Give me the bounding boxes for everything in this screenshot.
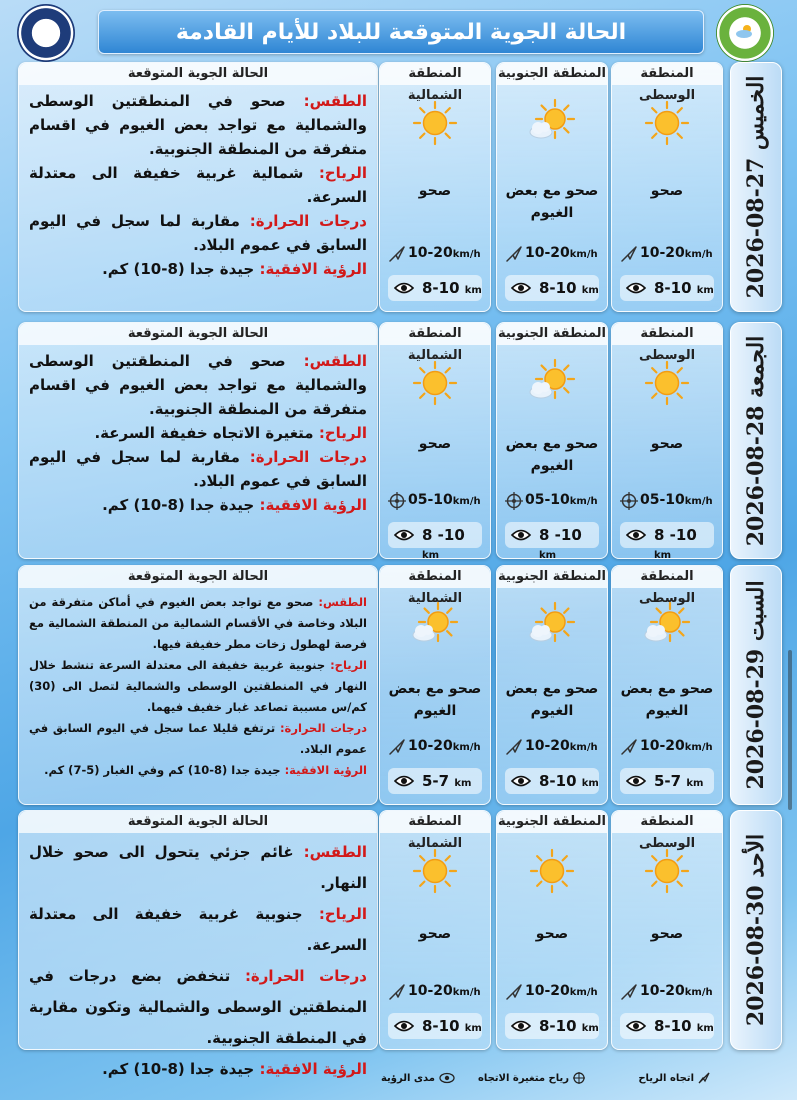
eye-icon (626, 1018, 646, 1034)
wind-speed (380, 488, 490, 514)
description-text: مقاربة لما سجل في اليوم السابق في عموم البلاد. (29, 212, 367, 254)
eye-icon (511, 280, 531, 296)
sun-icon (410, 846, 460, 896)
visibility-value (654, 772, 703, 790)
wind-value (640, 983, 713, 999)
description-text: جنوبية غربية خفيفة الى معتدلة السرعة تنشط خلال النهار في المنطقتين الوسطى والشمالية لتصل الى (30) كم/س مسببة تصاعد غبار خفيف فيهما. (29, 658, 367, 714)
sun-cloud-icon (527, 358, 577, 408)
legend-variable-wind (478, 1072, 585, 1084)
date-bar (730, 322, 782, 559)
region-card (496, 322, 608, 559)
forecast-day (18, 62, 722, 310)
wind-range: 10-20 (525, 983, 570, 999)
visibility-range: 5-7 (422, 772, 450, 790)
description-label: درجات الحرارة: (249, 448, 367, 466)
description-text: صحو في المنطقتين الوسطى والشمالية مع تواجد بعض الغيوم في اقسام متفرقة من المنطقة الجنوبية. (29, 92, 367, 158)
visibility-value (422, 772, 471, 790)
sun-icon (410, 358, 460, 408)
description-text: غائم جزئي يتحول الى صحو خلال النهار. (29, 843, 367, 892)
eye-icon (626, 527, 646, 543)
weather-condition: صحو (650, 436, 684, 453)
description-header: الحالة الجوية المتوقعة (19, 63, 377, 85)
region-card (611, 565, 723, 805)
visibility-unit: km (581, 285, 599, 296)
visibility-value (422, 526, 482, 562)
visibility-unit: km (464, 285, 482, 296)
compass-icon (620, 492, 638, 510)
wind-speed (497, 979, 607, 1005)
wind-range: 05-10 (408, 492, 453, 508)
description-label: درجات الحرارة: (279, 721, 368, 735)
date-label: السبت 29-08-2026 (743, 580, 769, 790)
date-bar (730, 810, 782, 1050)
description-text: جيدة جدا (8-10) كم. (102, 260, 260, 278)
weather-condition: صحو مع بعض الغيوم (505, 680, 599, 719)
visibility-unit: km (686, 778, 704, 789)
wind-unit: km/h (452, 987, 481, 998)
description-label: الرؤية الافقية: (284, 763, 367, 777)
sun-cloud-icon (527, 601, 577, 651)
wind-speed (497, 488, 607, 514)
sun-icon (642, 358, 692, 408)
visibility-value (654, 279, 714, 297)
description-text: صحو مع تواجد بعض الغيوم في أماكن متفرقة من البلاد وخاصة في الأقسام الشمالية من المنطقة الشمالية مع فرصة لهطول زخات مطر خفيفة فيها. (29, 595, 367, 651)
wind-unit: km/h (452, 249, 481, 260)
wind-unit: km/h (684, 742, 713, 753)
forecast-description (18, 810, 378, 1078)
wind-arrow-icon (620, 738, 638, 756)
description-line (29, 961, 367, 1054)
visibility-unit: km (581, 778, 599, 789)
wind-speed (380, 979, 490, 1005)
description-line (29, 1054, 367, 1085)
region-card (496, 62, 608, 312)
description-label: الرؤية الافقية: (259, 1060, 367, 1078)
visibility-unit: km (464, 1023, 482, 1034)
wind-unit: km/h (684, 496, 713, 507)
visibility-unit: km (454, 778, 472, 789)
visibility (388, 1013, 482, 1039)
description-label: درجات الحرارة: (244, 967, 367, 985)
visibility-range: 8-10 (422, 279, 460, 297)
wind-value (408, 245, 481, 261)
visibility-range: 8-10 (539, 279, 577, 297)
forecast-day (18, 322, 722, 561)
eye-icon (511, 527, 531, 543)
visibility-value (654, 526, 714, 562)
visibility-value (539, 279, 599, 297)
compass-icon (505, 492, 523, 510)
date-bar (730, 62, 782, 312)
cloud-icon (735, 24, 755, 38)
visibility-unit: km (696, 285, 714, 296)
sun-cloud-icon (642, 601, 692, 651)
compass-icon (388, 492, 406, 510)
description-line (29, 760, 367, 781)
visibility (620, 522, 714, 561)
eye-icon (394, 527, 414, 543)
wind-range: 10-20 (408, 738, 453, 754)
description-body (19, 85, 377, 281)
description-line (29, 899, 367, 961)
eye-icon (394, 1018, 414, 1034)
wind-unit: km/h (452, 496, 481, 507)
visibility-range: 8-10 (539, 1017, 577, 1035)
wind-range: 10-20 (640, 983, 685, 999)
eye-icon (626, 773, 646, 789)
description-header: الحالة الجوية المتوقعة (19, 323, 377, 345)
visibility (388, 275, 482, 301)
description-line (29, 209, 367, 257)
visibility (505, 522, 599, 561)
description-line (29, 161, 367, 209)
wind-speed (612, 734, 722, 760)
visibility (620, 1013, 714, 1039)
wind-speed (612, 488, 722, 514)
weather-condition: صحو مع بعض الغيوم (505, 436, 599, 475)
description-label: الرياح: (318, 905, 367, 923)
wind-range: 05-10 (525, 492, 570, 508)
visibility-value (422, 279, 482, 297)
region-name: المنطقة الوسطى (612, 811, 722, 833)
wind-speed (612, 979, 722, 1005)
wind-range: 10-20 (525, 245, 570, 261)
wind-range: 10-20 (525, 738, 570, 754)
wind-range: 05-10 (640, 492, 685, 508)
ministry-logo (716, 4, 774, 62)
region-name: المنطقة الجنوبية (497, 566, 607, 588)
visibility (620, 768, 714, 794)
description-label: الطقس: (303, 92, 367, 110)
wind-unit: km/h (569, 496, 598, 507)
sun-icon (527, 846, 577, 896)
visibility-range: 5-7 (654, 772, 682, 790)
description-text: جيدة جدا (8-10) كم. (102, 1060, 260, 1078)
wind-arrow-icon (620, 983, 638, 1001)
sun-cloud-icon (527, 98, 577, 148)
wind-value (525, 983, 598, 999)
region-name: المنطقة الوسطى (612, 63, 722, 85)
date-bar (730, 565, 782, 805)
wind-unit: km/h (569, 987, 598, 998)
wind-value (525, 245, 598, 261)
region-card (611, 322, 723, 559)
description-line (29, 421, 367, 445)
legend-visibility (381, 1072, 455, 1084)
wind-range: 10-20 (408, 245, 453, 261)
wind-arrow-icon (388, 738, 406, 756)
wind-arrow-icon (620, 245, 638, 263)
description-label: الرياح: (318, 164, 367, 182)
visibility-value (539, 526, 599, 562)
legend-wind-dir-label: اتجاه الرياح (638, 1072, 694, 1084)
region-card (379, 565, 491, 805)
visibility-value (654, 1017, 714, 1035)
region-card (379, 322, 491, 559)
description-text: مقاربة لما سجل في اليوم السابق في عموم البلاد. (29, 448, 367, 490)
description-text: متغيرة الاتجاه خفيفة السرعة. (94, 424, 319, 442)
visibility (620, 275, 714, 301)
wind-speed (612, 241, 722, 267)
description-text: جنوبية غربية خفيفة الى معتدلة السرعة. (29, 905, 367, 954)
wind-unit: km/h (684, 987, 713, 998)
description-line (29, 493, 367, 517)
sun-icon (642, 846, 692, 896)
date-label: الخميس 27-08-2026 (743, 75, 769, 299)
forecast-day (18, 565, 722, 803)
visibility-unit: km (539, 550, 557, 561)
scrollbar[interactable] (788, 650, 792, 810)
visibility-range: 8-10 (654, 279, 692, 297)
wind-value (640, 245, 713, 261)
description-label: الطقس: (318, 595, 367, 609)
compass-icon (573, 1072, 585, 1084)
sun-cloud-icon (410, 601, 460, 651)
wind-range: 10-20 (408, 983, 453, 999)
description-label: الرؤية الافقية: (259, 260, 367, 278)
wind-speed (380, 241, 490, 267)
region-card (611, 810, 723, 1050)
description-body (19, 588, 377, 781)
region-name: المنطقة الشمالية (380, 323, 490, 345)
region-card (496, 810, 608, 1050)
forecast-description (18, 322, 378, 559)
wind-arrow-icon (698, 1072, 710, 1084)
wind-value (640, 738, 713, 754)
description-line (29, 655, 367, 718)
weather-condition: صحو (418, 436, 452, 453)
legend-variable-wind-label: رياح متغيرة الاتجاه (477, 1072, 569, 1084)
eye-icon (394, 280, 414, 296)
eye-icon (394, 773, 414, 789)
weather-condition: صحو مع بعض الغيوم (620, 680, 714, 719)
visibility-unit: km (422, 550, 440, 561)
visibility-value (422, 1017, 482, 1035)
region-card (379, 62, 491, 312)
wind-unit: km/h (569, 742, 598, 753)
wind-value (408, 738, 481, 754)
description-line (29, 718, 367, 760)
description-line (29, 89, 367, 161)
region-name: المنطقة الجنوبية (497, 63, 607, 85)
sun-icon (410, 98, 460, 148)
wind-value (525, 492, 598, 508)
visibility-range: 8 -10 (422, 526, 465, 544)
region-name: المنطقة الجنوبية (497, 323, 607, 345)
wind-arrow-icon (505, 983, 523, 1001)
eye-icon (511, 1018, 531, 1034)
description-header: الحالة الجوية المتوقعة (19, 811, 377, 833)
page-title: الحالة الجوية المتوقعة للبلاد للأيام القادمة (98, 10, 704, 54)
wind-value (408, 492, 481, 508)
wind-speed (380, 734, 490, 760)
sun-icon (642, 98, 692, 148)
description-text: ترتفع قليلا عما سجل في اليوم السابق في عموم البلاد. (29, 721, 367, 756)
description-line (29, 349, 367, 421)
wind-unit: km/h (569, 249, 598, 260)
description-label: الطقس: (303, 352, 367, 370)
wind-arrow-icon (388, 245, 406, 263)
description-label: الطقس: (303, 843, 367, 861)
weather-condition: صحو (650, 182, 684, 199)
meteorology-logo (17, 4, 75, 62)
weather-condition: صحو (535, 925, 569, 942)
visibility-value (539, 1017, 599, 1035)
visibility-range: 8-10 (422, 1017, 460, 1035)
visibility (505, 768, 599, 794)
description-line (29, 837, 367, 899)
wind-unit: km/h (452, 742, 481, 753)
description-line (29, 445, 367, 493)
weather-condition: صحو مع بعض الغيوم (388, 680, 482, 719)
region-name: المنطقة الشمالية (380, 811, 490, 833)
description-text: تنخفض بضع درجات في المنطقتين الوسطى والشمالية وتكون مقاربة في المنطقة الجنوبية. (29, 967, 367, 1047)
legend (380, 1068, 730, 1092)
eye-icon (439, 1072, 455, 1084)
visibility-range: 8-10 (539, 772, 577, 790)
wind-speed (497, 241, 607, 267)
weather-condition: صحو مع بعض الغيوم (505, 182, 599, 221)
description-body (19, 833, 377, 1085)
weather-condition: صحو (418, 925, 452, 942)
wind-range: 10-20 (640, 738, 685, 754)
wind-value (640, 492, 713, 508)
description-text: صحو في المنطقتين الوسطى والشمالية مع تواجد بعض الغيوم في اقسام متفرقة من المنطقة الجنوبية. (29, 352, 367, 418)
date-label: الجمعة 28-08-2026 (743, 335, 769, 546)
visibility-range: 8 -10 (654, 526, 697, 544)
visibility-unit: km (696, 1023, 714, 1034)
visibility-unit: km (581, 1023, 599, 1034)
description-text: جيدة جدا (8-10) كم وفي الغبار (5-7) كم. (44, 763, 285, 777)
visibility-unit: km (654, 550, 672, 561)
description-label: درجات الحرارة: (249, 212, 367, 230)
description-line (29, 592, 367, 655)
wind-unit: km/h (684, 249, 713, 260)
region-name: المنطقة الوسطى (612, 323, 722, 345)
description-label: الرؤية الافقية: (259, 496, 367, 514)
region-name: المنطقة الجنوبية (497, 811, 607, 833)
description-line (29, 257, 367, 281)
visibility-value (539, 772, 599, 790)
eye-icon (626, 280, 646, 296)
forecast-description (18, 62, 378, 312)
description-label: الرياح: (318, 424, 367, 442)
wind-value (408, 983, 481, 999)
region-name: المنطقة الشمالية (380, 63, 490, 85)
description-text: جيدة جدا (8-10) كم. (102, 496, 260, 514)
description-body (19, 345, 377, 517)
description-label: الرياح: (330, 658, 367, 672)
date-label: الأحد 30-08-2026 (743, 833, 769, 1027)
visibility-range: 8 -10 (539, 526, 582, 544)
visibility-range: 8-10 (654, 1017, 692, 1035)
legend-wind-dir (638, 1072, 710, 1084)
wind-value (525, 738, 598, 754)
description-header: الحالة الجوية المتوقعة (19, 566, 377, 588)
visibility (388, 768, 482, 794)
wind-range: 10-20 (640, 245, 685, 261)
region-card (379, 810, 491, 1050)
wind-arrow-icon (505, 245, 523, 263)
forecast-description (18, 565, 378, 805)
wind-arrow-icon (388, 983, 406, 1001)
wind-speed (497, 734, 607, 760)
weather-condition: صحو (650, 925, 684, 942)
region-card (496, 565, 608, 805)
visibility (505, 275, 599, 301)
eye-icon (511, 773, 531, 789)
region-card (611, 62, 723, 312)
weather-condition: صحو (418, 182, 452, 199)
description-text: شمالية غربية خفيفة الى معتدلة السرعة. (29, 164, 367, 206)
visibility (505, 1013, 599, 1039)
region-name: المنطقة الشمالية (380, 566, 490, 588)
wind-arrow-icon (505, 738, 523, 756)
legend-visibility-label: مدى الرؤية (380, 1072, 435, 1084)
region-name: المنطقة الوسطى (612, 566, 722, 588)
visibility (388, 522, 482, 561)
